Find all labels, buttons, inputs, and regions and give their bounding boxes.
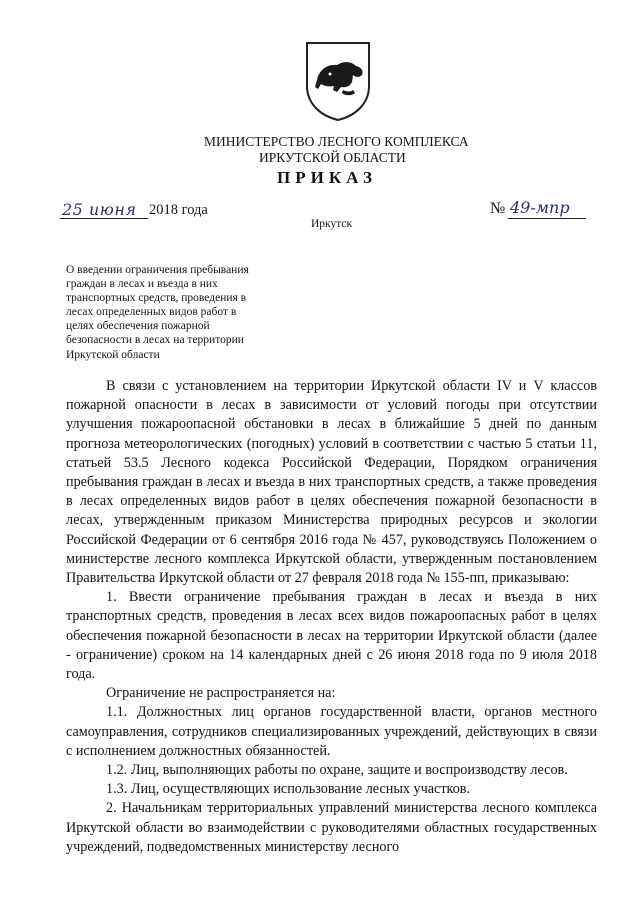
subject-line: граждан в лесах и въезда в них <box>66 278 218 291</box>
number-sign: № <box>490 200 506 217</box>
subject-line: О введении ограничения пребывания <box>66 264 249 276</box>
date-underline <box>60 218 148 219</box>
date-year: 2018 года <box>149 202 208 218</box>
ministry-name-line2: ИРКУТСКОЙ ОБЛАСТИ <box>259 150 406 165</box>
subject-line: Иркутской области <box>66 348 160 361</box>
exceptions-intro: Ограничение не распространяется на: <box>106 685 336 702</box>
clause-1-2-paragraph: 1.2. Лиц, выполняющих работы по охране, защите и воспроизводству лесов. <box>106 762 568 779</box>
order-subject <box>66 263 306 362</box>
subject-line: целях обеспечения пожарной <box>66 320 210 333</box>
document-type-title: ПРИКАЗ <box>277 168 377 187</box>
city-name: Иркутск <box>311 218 353 230</box>
coat-of-arms-emblem <box>303 40 373 122</box>
preamble-paragraph: В связи с установлением на территории Иркутской области IV и V классов пожарной опасности в лесах в зависимости от условий погоды при отсутствии улучшения пожароопасной обстановки в лесах в ближайшие 5 дней по данным прогноза метеорологических (погодных) условий в соответствии с частью 5 статьи 11, статьей 53.5 Лесного кодекса Российской Федерации, Порядком ограничения пребывания граждан в лесах и въезда в них транспортных средств, а также проведения в лесах определенных видов работ в целях обеспечения пожарной безопасности в лесах, утвержденным приказом Министерства природных ресурсов и экологии Российской Федерации от 6 сентября 2016 года № 457, руководствуясь Положением о министерстве лесного комплекса Иркутской области, утвержденным постановлением Правительства Иркутской области от 27 февраля 2018 года № 155-пп, приказываю: <box>66 378 597 587</box>
subject-line: транспортных средств, проведения в <box>66 292 247 305</box>
clause-1-paragraph: 1. Ввести ограничение пребывания граждан в лесах и въезда в них транспортных средств, проведения в лесах всех видов пожароопасных работ в целях обеспечения пожарной безопасности в лесах на территории Иркутской области (далее - ограничение) сроком на 14 календарных дней с 26 июня 2018 года по 9 июля 2018 года. <box>66 589 597 683</box>
order-body <box>66 377 597 857</box>
clause-1-1-paragraph: 1.1. Должностных лиц органов государственной власти, органов местного самоуправления, сотрудников специализированных учреждений, действующих в связи с исполнением должностных обязанностей. <box>66 704 597 759</box>
subject-line: лесах определенных видов работ в <box>66 306 237 319</box>
clause-1-3-paragraph: 1.3. Лиц, осуществляющих использование лесных участков. <box>106 781 471 798</box>
subject-line: безопасности в лесах на территории <box>66 334 244 347</box>
number-underline <box>508 218 586 219</box>
handwritten-date: 25 июня <box>62 200 137 219</box>
clause-2-paragraph: 2. Начальникам территориальных управлений министерства лесного комплекса Иркутской области во взаимодействии с руководителями областных государственных учреждений, подведомственных министерству лесного <box>66 800 597 855</box>
handwritten-number: 49-мпр <box>510 198 570 217</box>
ministry-name-line1: МИНИСТЕРСТВО ЛЕСНОГО КОМПЛЕКСА <box>204 134 469 149</box>
